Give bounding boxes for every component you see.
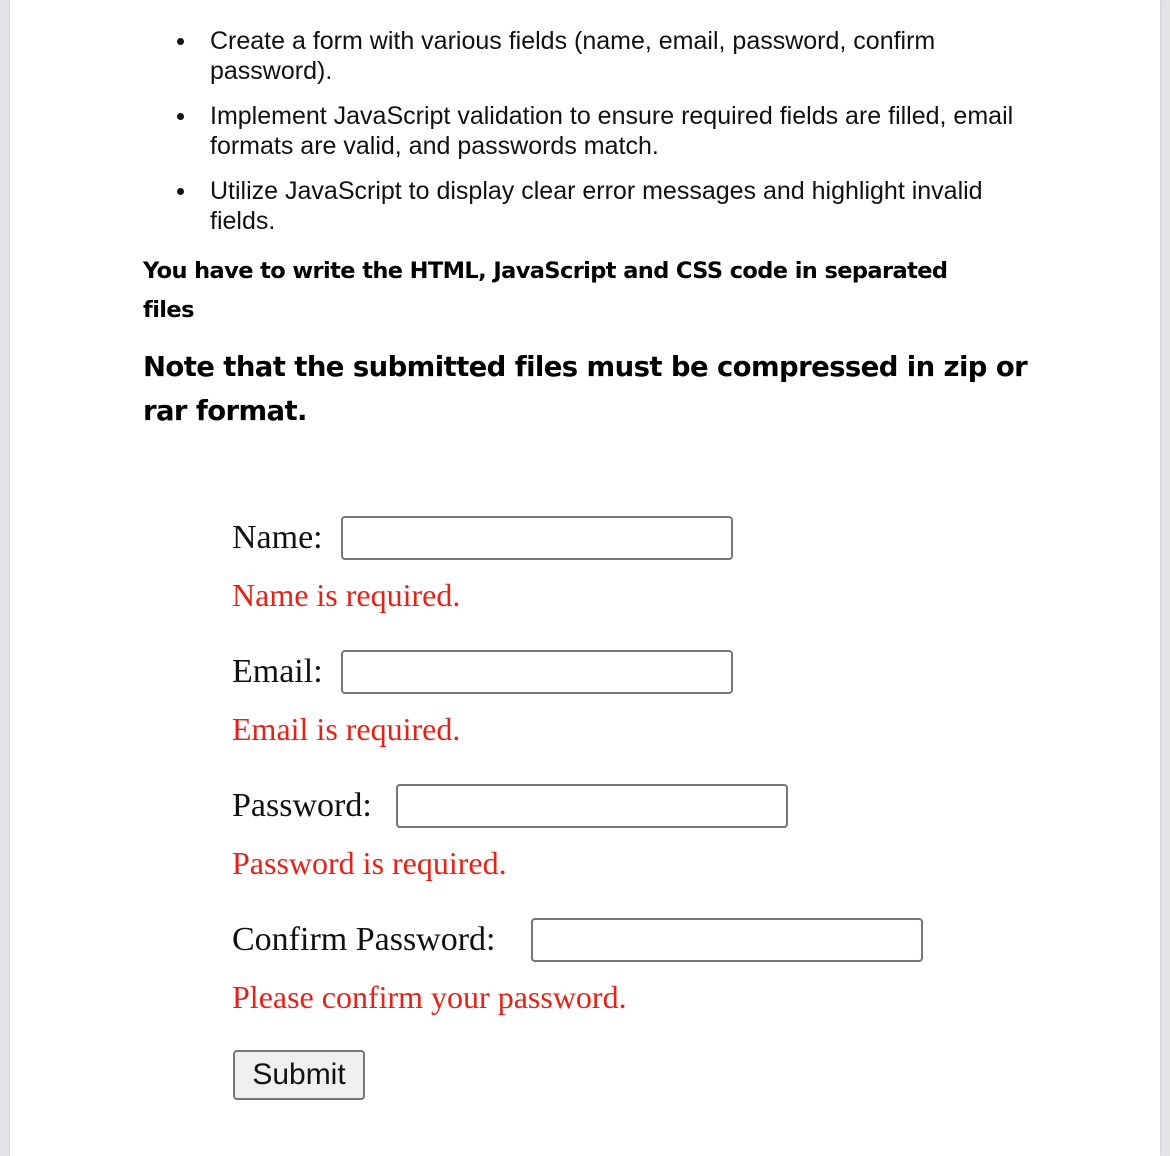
requirement-text: Create a form with various fields (name, email, password, confirm password). [210, 27, 936, 85]
name-error: Name is required. [232, 577, 461, 613]
requirement-item [210, 101, 1030, 161]
name-label: Name: [232, 519, 323, 556]
requirement-text: Utilize JavaScript to display clear error messages and highlight invalid fields. [210, 177, 983, 235]
requirement-item [210, 176, 1030, 236]
bullet-icon [177, 113, 184, 120]
password-error: Password is required. [232, 845, 507, 881]
document-page [10, 0, 1160, 1156]
email-error: Email is required. [232, 711, 461, 747]
password-label: Password: [232, 787, 372, 824]
confirm-password-input[interactable] [531, 918, 923, 962]
name-input[interactable] [341, 516, 733, 560]
submit-button[interactable]: Submit [233, 1050, 365, 1100]
password-input[interactable] [396, 784, 788, 828]
email-label: Email: [232, 653, 323, 690]
requirement-text: Implement JavaScript validation to ensure required fields are filled, email formats are valid, and passwords match. [210, 102, 1014, 160]
bullet-icon [177, 38, 184, 45]
confirm-password-error: Please confirm your password. [232, 979, 627, 1015]
email-input[interactable] [341, 650, 733, 694]
confirm-password-label: Confirm Password: [232, 921, 496, 958]
separate-files-note: You have to write the HTML, JavaScript and CSS code in separated files [143, 258, 948, 323]
bullet-icon [177, 188, 184, 195]
compression-note: Note that the submitted files must be compressed in zip or rar format. [143, 351, 1028, 427]
requirement-item [210, 26, 1030, 86]
